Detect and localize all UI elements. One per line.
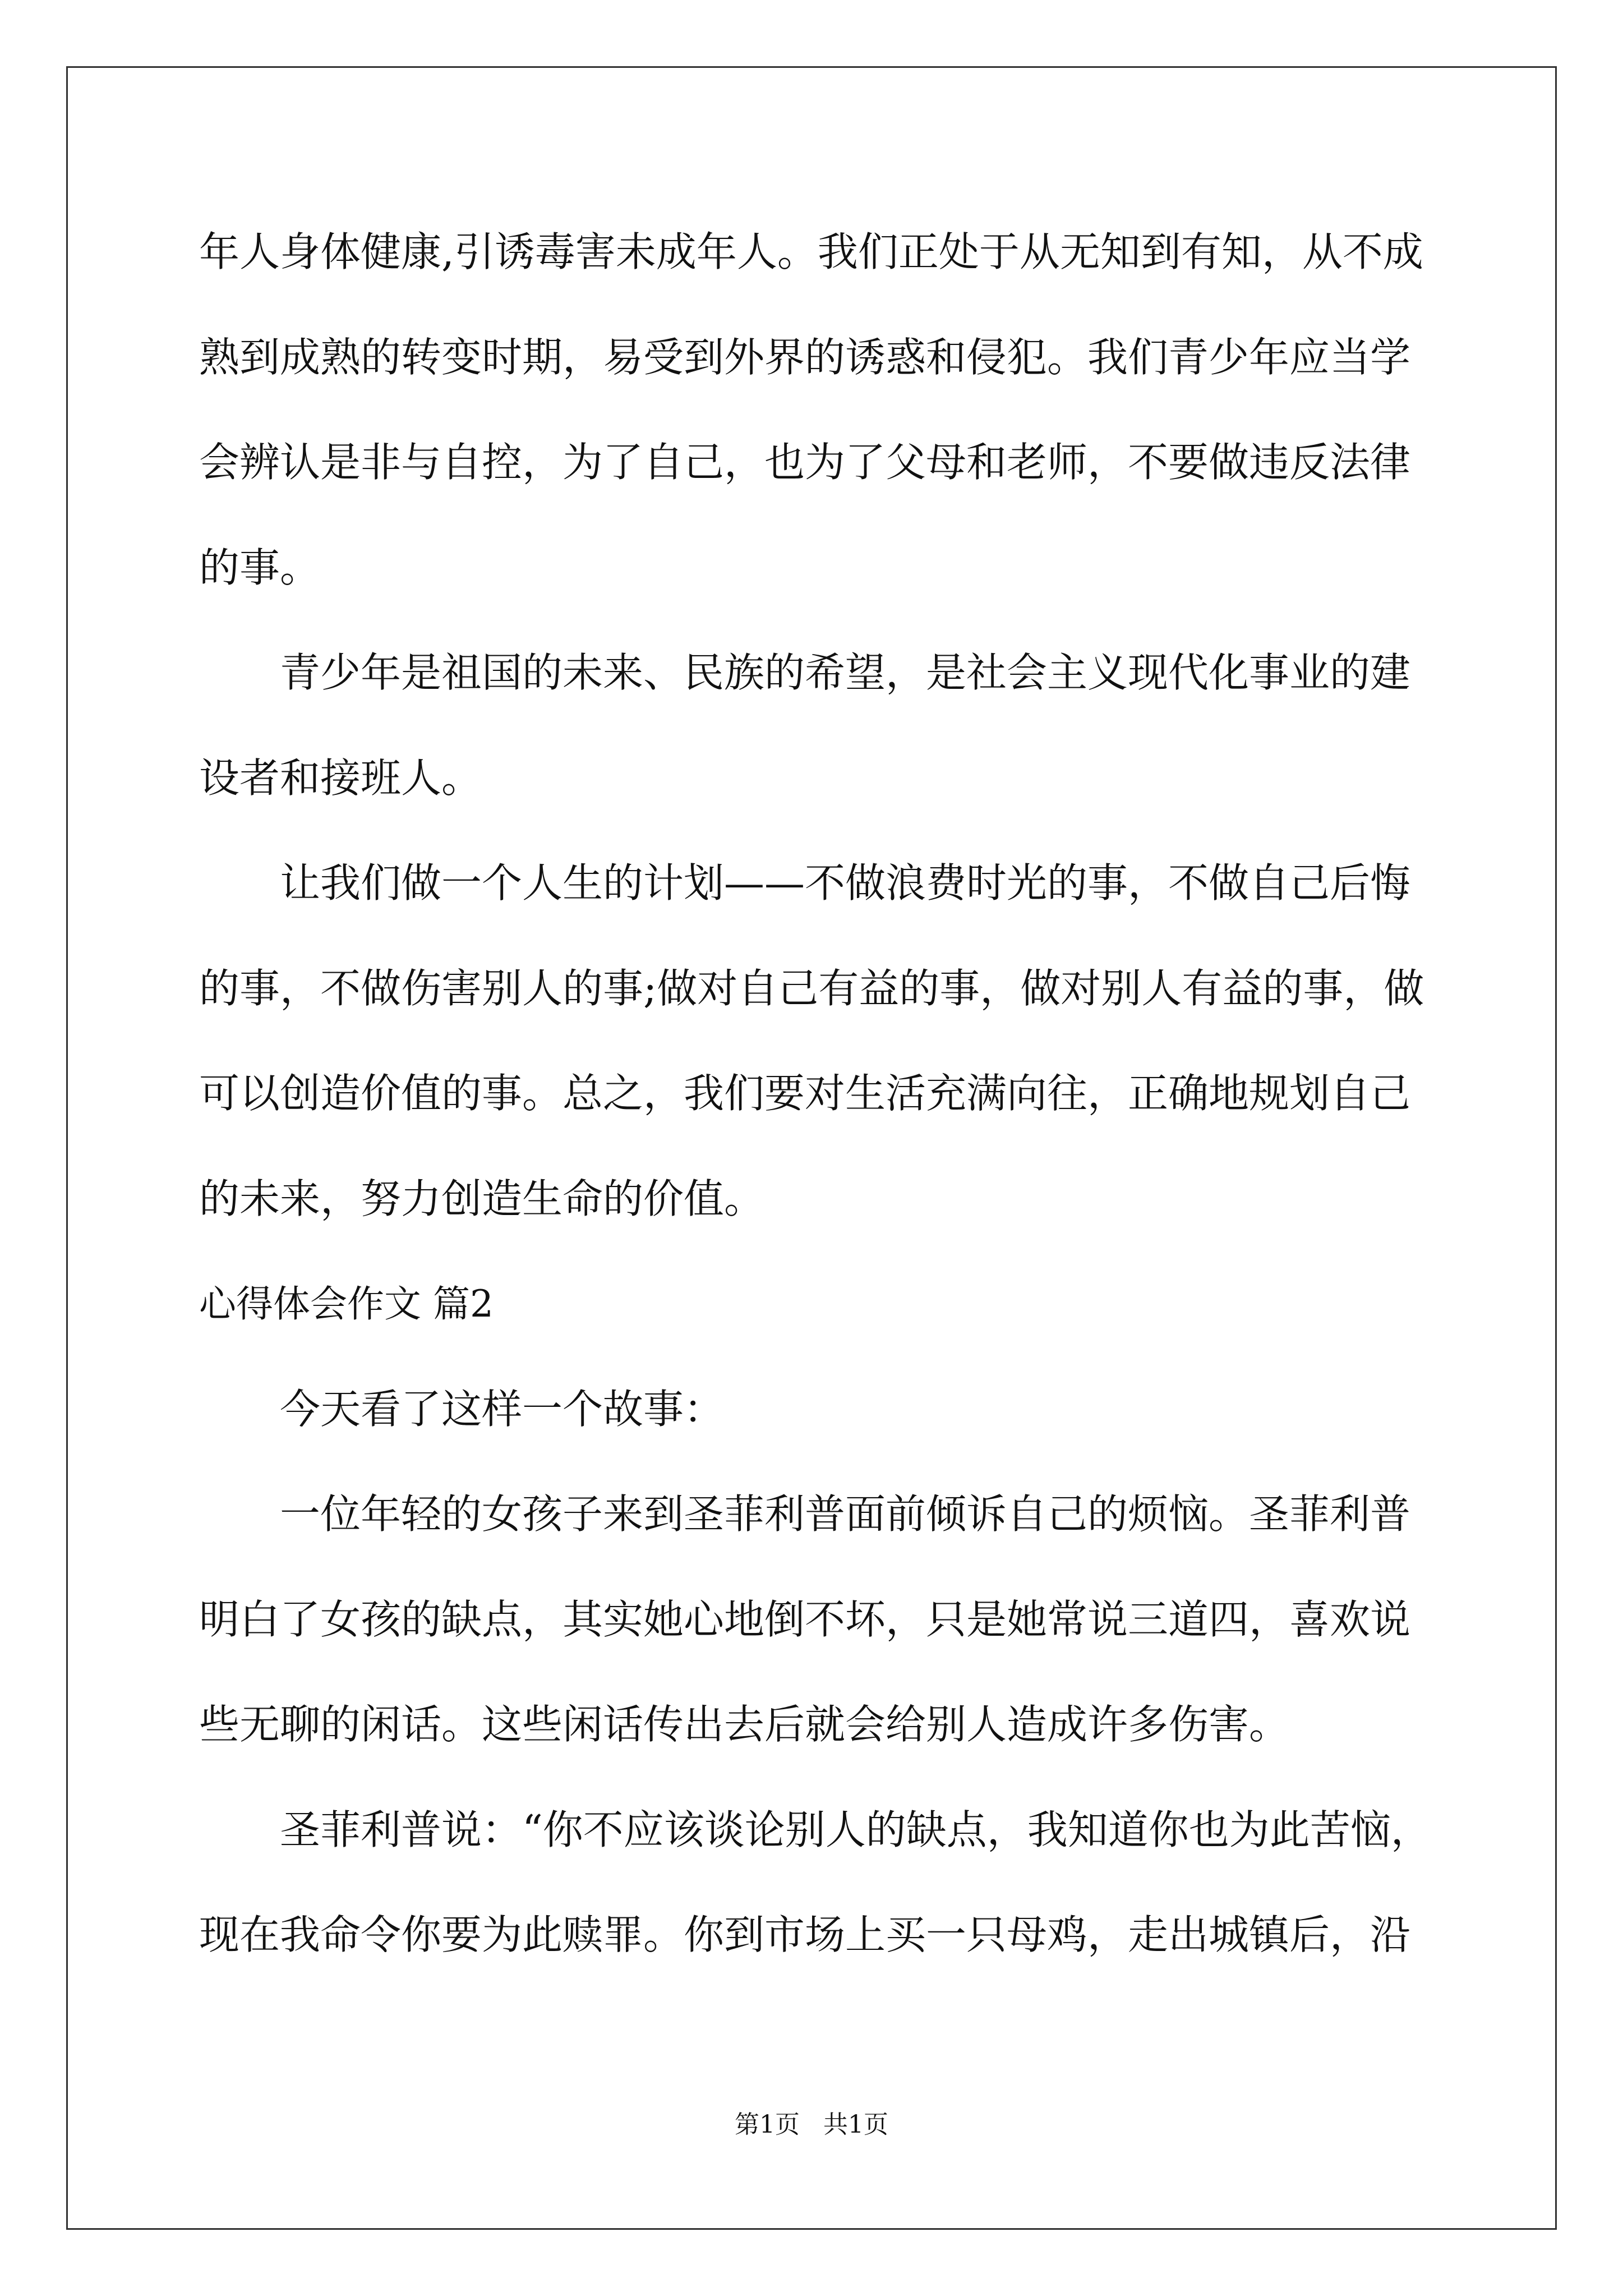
- text-line: 今天看了这样一个故事：: [199, 1385, 725, 1433]
- section-heading: 心得体会作文 篇2: [199, 1282, 494, 1326]
- text-line: 年人身体健康,引诱毒害未成年人。我们正处于从无知到有知，从不成: [199, 228, 1423, 275]
- text-line: 现在我命令你要为此赎罪。你到市场上买一只母鸡，走出城镇后，沿: [199, 1911, 1411, 1958]
- text-line: 的事。: [199, 544, 321, 591]
- text-line: 明白了女孩的缺点，其实她心地倒不坏，只是她常说三道四，喜欢说: [199, 1595, 1411, 1643]
- text-line: 让我们做一个人生的计划——不做浪费时光的事，不做自己后悔: [199, 859, 1411, 907]
- text-line: 一位年轻的女孩子来到圣菲利普面前倾诉自己的烦恼。圣菲利普: [199, 1490, 1411, 1538]
- text-line: 些无聊的闲话。这些闲话传出去后就会给别人造成许多伤害。: [199, 1701, 1290, 1748]
- text-line: 的事，不做伤害别人的事;做对自己有益的事，做对别人有益的事，做: [199, 964, 1424, 1012]
- document-body: [199, 200, 1433, 1988]
- page-number-footer: 第1页 共1页: [735, 2110, 888, 2139]
- text-line: 青少年是祖国的未来、民族的希望，是社会主义现代化事业的建: [199, 649, 1411, 696]
- text-line: 设者和接班人。: [199, 754, 482, 802]
- text-line: 会辨认是非与自控，为了自己，也为了父母和老师，不要做违反法律: [199, 439, 1411, 486]
- text-line: 可以创造价值的事。总之，我们要对生活充满向往，正确地规划自己: [199, 1070, 1411, 1117]
- text-line: 圣菲利普说：“你不应该谈论别人的缺点，我知道你也为此苦恼，: [199, 1806, 1431, 1853]
- text-line: 熟到成熟的转变时期，易受到外界的诱惑和侵犯。我们青少年应当学: [199, 333, 1411, 381]
- text-line: 的未来，努力创造生命的价值。: [199, 1175, 765, 1222]
